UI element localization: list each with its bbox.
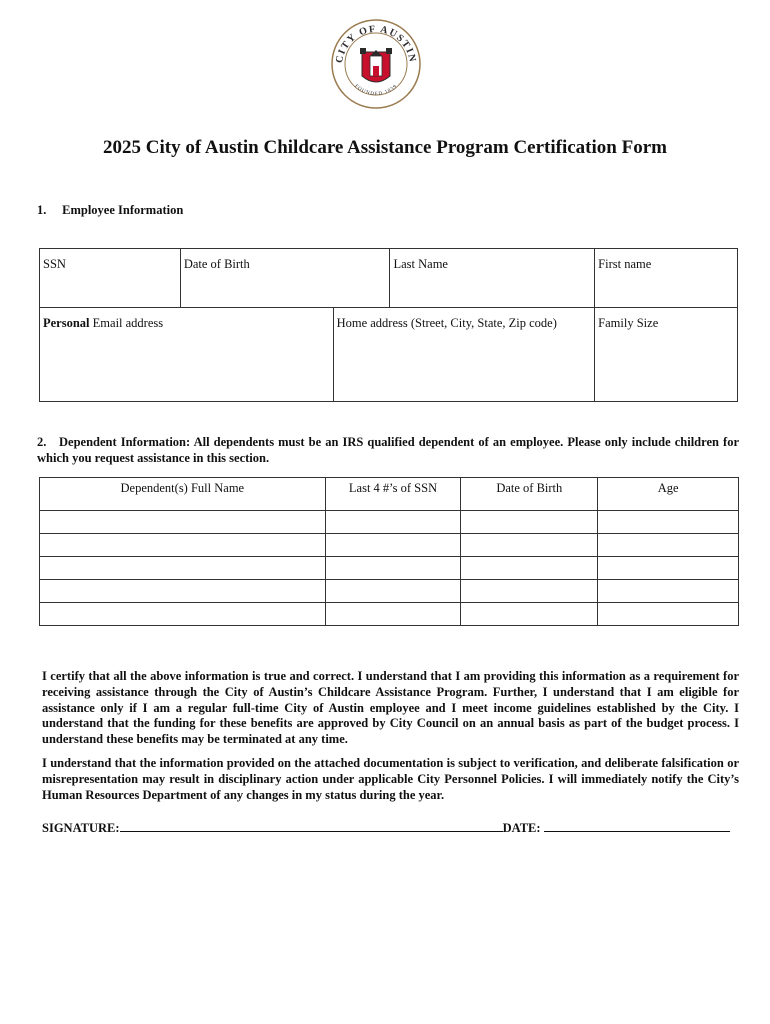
- home-address-label: Home address (Street, City, State, Zip code): [336, 316, 557, 330]
- table-cell[interactable]: [325, 603, 461, 626]
- table-cell[interactable]: [40, 534, 326, 557]
- section1-heading: [37, 203, 183, 218]
- email-label-bold: Personal: [43, 316, 90, 330]
- dependent-info-table: [39, 477, 739, 626]
- table-cell[interactable]: [40, 511, 326, 534]
- first-name-label: First name: [598, 257, 652, 271]
- table-cell[interactable]: [461, 534, 598, 557]
- table-cell[interactable]: [598, 534, 739, 557]
- section2-instructions: : All dependents must be an IRS qualified dependent of an employee. Please only include children for which you request assistance in this section.: [37, 435, 739, 465]
- table-cell[interactable]: [325, 534, 461, 557]
- ssn-label: SSN: [43, 257, 66, 271]
- table-cell[interactable]: [461, 603, 598, 626]
- table-cell[interactable]: [598, 580, 739, 603]
- table-cell[interactable]: [461, 511, 598, 534]
- signature-row: [42, 819, 742, 836]
- family-size-label: Family Size: [598, 316, 659, 330]
- table-cell[interactable]: [325, 557, 461, 580]
- table-cell[interactable]: [598, 511, 739, 534]
- signature-line[interactable]: [120, 819, 503, 832]
- date-line[interactable]: [544, 819, 730, 832]
- table-row: [40, 511, 739, 534]
- section2-heading: [37, 434, 739, 466]
- employee-info-table: [39, 248, 738, 402]
- family-size-field[interactable]: [595, 308, 738, 402]
- table-cell[interactable]: [40, 603, 326, 626]
- section1-number: 1.: [37, 203, 47, 217]
- dob-field[interactable]: [180, 249, 390, 308]
- email-field[interactable]: [40, 308, 334, 402]
- col-dependent-name: Dependent(s) Full Name: [40, 478, 326, 511]
- table-cell[interactable]: [325, 580, 461, 603]
- form-title: 2025 City of Austin Childcare Assistance Program Certification Form: [103, 137, 667, 158]
- ssn-field[interactable]: [40, 249, 181, 308]
- table-cell[interactable]: [40, 580, 326, 603]
- home-address-field[interactable]: [333, 308, 595, 402]
- table-row: [40, 603, 739, 626]
- table-cell[interactable]: [325, 511, 461, 534]
- table-row: [40, 557, 739, 580]
- certification-paragraph-1: I certify that all the above information is true and correct. I understand that I am providing this information as a requirement for receiving assistance through the City of Austin’s Childcare Assistance Program. Further, I understand that I am eligible for assistance only if I am a regular full-time City of Austin employee and I meet income guidelines established by the City. I understand that the funding for these benefits are approved by City Council on an annual basis as part of the budget process. I understand these benefits may be terminated at any time.: [42, 669, 739, 747]
- first-name-field[interactable]: [595, 249, 738, 308]
- city-seal-logo: [330, 18, 422, 110]
- certification-paragraph-2: I understand that the information provided on the attached documentation is subject to verification, and deliberate falsification or misrepresentation may result in disciplinary action under applicable City Personnel Policies. I will immediately notify the City’s Human Resources Department of any changes in my status during the year.: [42, 756, 739, 802]
- signature-label: SIGNATURE:: [42, 821, 120, 835]
- section2-title: Dependent Information: [59, 435, 187, 449]
- table-row: [40, 580, 739, 603]
- last-name-field[interactable]: [390, 249, 595, 308]
- col-age: Age: [598, 478, 739, 511]
- svg-text:CITY OF AUSTIN: CITY OF AUSTIN: [333, 23, 419, 65]
- col-dependent-dob: Date of Birth: [461, 478, 598, 511]
- table-cell[interactable]: [598, 603, 739, 626]
- section2-number: 2.: [37, 435, 47, 449]
- table-cell[interactable]: [461, 557, 598, 580]
- dob-label: Date of Birth: [183, 257, 250, 271]
- date-label: DATE:: [502, 821, 541, 835]
- svg-text:FOUNDED 1839: FOUNDED 1839: [353, 83, 399, 98]
- section1-title: Employee Information: [62, 203, 184, 217]
- table-cell[interactable]: [598, 557, 739, 580]
- table-cell[interactable]: [40, 557, 326, 580]
- email-label: Email address: [89, 316, 164, 330]
- table-cell[interactable]: [461, 580, 598, 603]
- table-row: [40, 534, 739, 557]
- col-ssn-last4: Last 4 #’s of SSN: [325, 478, 461, 511]
- last-name-label: Last Name: [393, 257, 448, 271]
